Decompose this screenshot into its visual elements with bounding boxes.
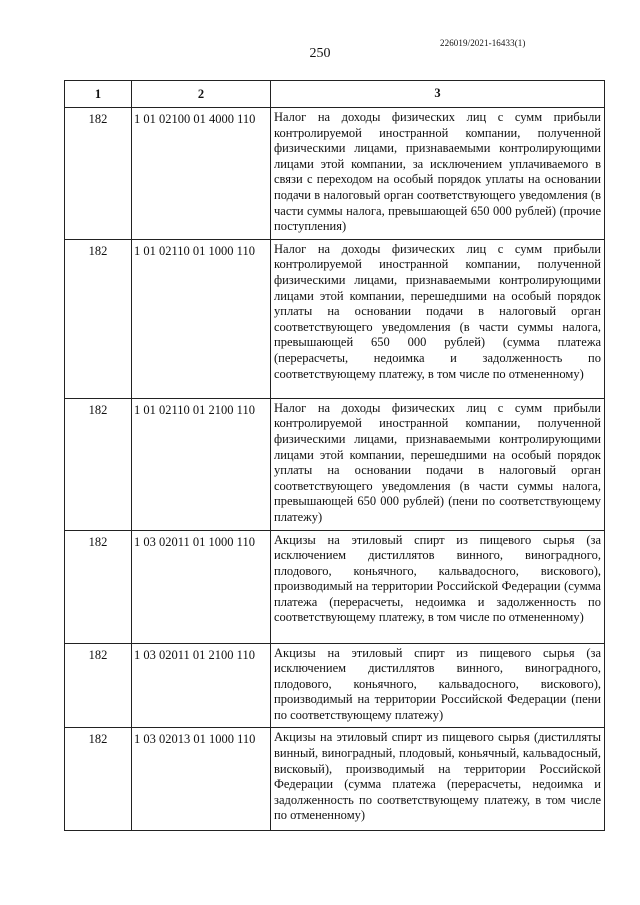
admin-code-cell: 182 [65, 728, 132, 831]
column-header-3: 3 [271, 81, 605, 108]
description-cell: Налог на доходы физических лиц с сумм прибыли контролируемой иностранной компании, полученной физическими лицами, признаваемыми контролирующими лицами этой компании, перешедшими на особый порядок уплаты на основании подачи в налоговый орган соответствующего уведомления (в части суммы налога, превышающей 650 000 рублей) (пени по соответствующему платежу) [271, 398, 605, 530]
table-row [65, 728, 605, 831]
table-row [65, 239, 605, 398]
document-id: 226019/2021-16433(1) [440, 38, 526, 48]
budget-code-cell: 1 03 02013 01 1000 110 [132, 728, 271, 831]
income-codes-table [64, 80, 605, 831]
admin-code-cell: 182 [65, 108, 132, 240]
table-row [65, 398, 605, 530]
budget-code-cell: 1 03 02011 01 1000 110 [132, 530, 271, 643]
page-number: 250 [309, 46, 331, 61]
description-cell: Акцизы на этиловый спирт из пищевого сырья (за исключением дистиллятов винного, виноградного, плодового, коньячного, кальвадосного, вискового), производимый на территории Российской Федерации (пени по соответствующему платежу) [271, 643, 605, 728]
admin-code-cell: 182 [65, 239, 132, 398]
description-cell: Налог на доходы физических лиц с сумм прибыли контролируемой иностранной компании, полученной физическими лицами, признаваемыми контролирующими лицами этой компании, за исключением уплачиваемого в связи с переходом на особый порядок уплаты на основании подачи в налоговый орган соответствующего уведомления (в части суммы налога, превышающей 650 000 рублей) (прочие поступления) [271, 108, 605, 240]
budget-code-cell: 1 01 02110 01 1000 110 [132, 239, 271, 398]
table-header-row [65, 81, 605, 108]
description-cell: Акцизы на этиловый спирт из пищевого сырья (за исключением дистиллятов винного, виноградного, плодового, коньячного, кальвадосного, вискового), производимый на территории Российской Федерации (сумма платежа (перерасчеты, недоимка и задолженность по соответствующему платежу, в том числе по отмененному) [271, 530, 605, 643]
admin-code-cell: 182 [65, 530, 132, 643]
column-header-1: 1 [65, 81, 132, 108]
admin-code-cell: 182 [65, 398, 132, 530]
table-row [65, 643, 605, 728]
column-header-2: 2 [132, 81, 271, 108]
table-row [65, 108, 605, 240]
admin-code-cell: 182 [65, 643, 132, 728]
budget-code-cell: 1 03 02011 01 2100 110 [132, 643, 271, 728]
table-row [65, 530, 605, 643]
budget-code-cell: 1 01 02100 01 4000 110 [132, 108, 271, 240]
budget-code-cell: 1 01 02110 01 2100 110 [132, 398, 271, 530]
description-cell: Акцизы на этиловый спирт из пищевого сырья (дистилляты винный, виноградный, плодовый, коньячный, кальвадосный, висковый), производимый на территории Российской Федерации (сумма платежа (перерасчеты, недоимка и задолженность по соответствующему платежу, в том числе по отмененному) [271, 728, 605, 831]
description-cell: Налог на доходы физических лиц с сумм прибыли контролируемой иностранной компании, полученной физическими лицами, признаваемыми контролирующими лицами этой компании, перешедшими на особый порядок уплаты на основании подачи в налоговый орган соответствующего уведомления (в части суммы налога, превышающей 650 000 рублей) (сумма платежа (перерасчеты, недоимка и задолженность по соответствующему платежу, в том числе по отмененному) [271, 239, 605, 398]
